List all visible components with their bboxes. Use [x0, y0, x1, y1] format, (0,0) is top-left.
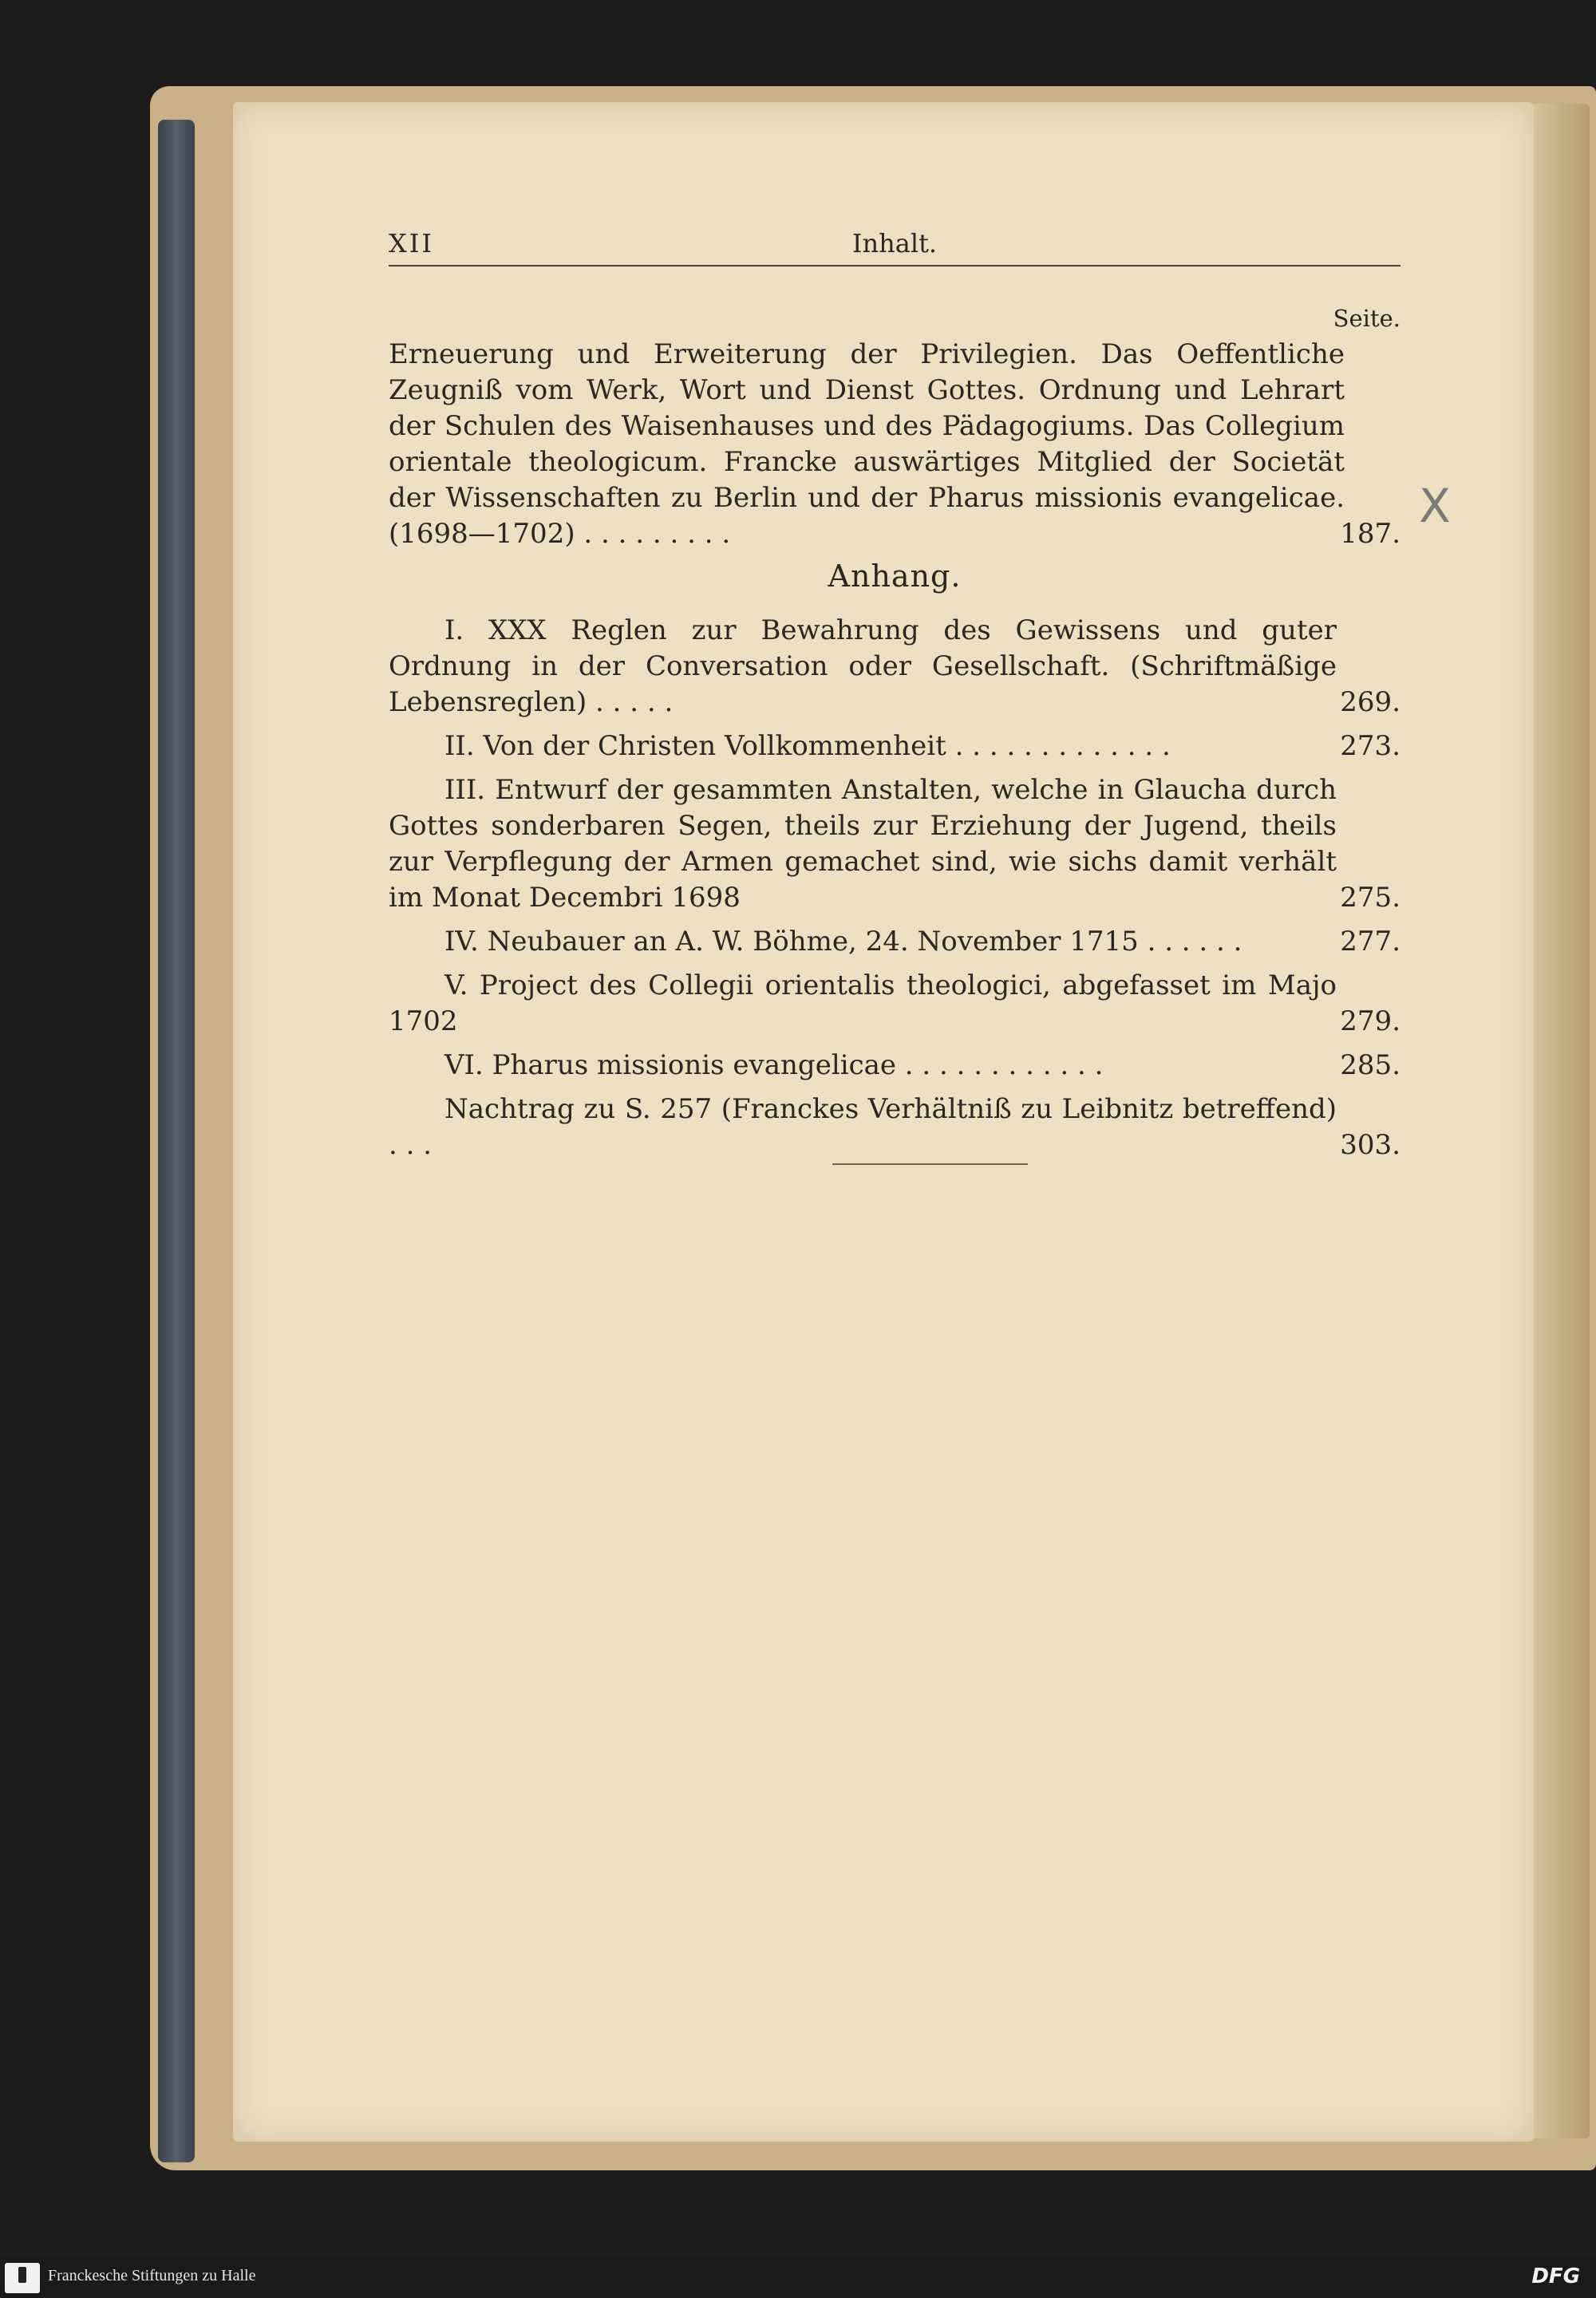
section-divider	[832, 1163, 1028, 1165]
toc-entry-page: 277.	[1340, 926, 1400, 958]
toc-entry-text: I. XXX Reglen zur Bewahrung des Gewissens und guter Ordnung in der Conversation oder Gesellschaft. (Schriftmäßige Lebensreglen) . . . . .	[389, 614, 1337, 718]
cover-spine-edge	[158, 120, 195, 2162]
page-column-label: Seite.	[1333, 305, 1400, 332]
toc-entry[interactable]	[389, 1092, 1400, 1163]
dfg-logo[interactable]: DFG	[1531, 2264, 1580, 2288]
institution-name[interactable]: Franckesche Stiftungen zu Halle	[48, 2267, 256, 2284]
running-header	[389, 225, 1400, 267]
toc-entry-page: 285.	[1340, 1049, 1400, 1081]
toc-entry[interactable]	[389, 728, 1400, 764]
toc-entry[interactable]	[389, 1048, 1400, 1084]
toc-entry[interactable]	[389, 613, 1400, 721]
toc-entry-text: VI. Pharus missionis evangelicae . . . . . . . . . . . .	[444, 1049, 1104, 1081]
appendix-entries	[389, 613, 1400, 1171]
intro-entry	[389, 337, 1400, 552]
appendix-heading: Anhang.	[828, 559, 962, 594]
intro-text: Erneuerung und Erweiterung der Privilegien. Das Oeffentliche Zeugniß vom Werk, Wort und Dienst Gottes. Ordnung und Lehrart der Schulen des Waisenhauses und des Pädagogiums. Das Collegium orientale theologicum. Francke auswärtiges Mitglied der Societät der Wissenschaften zu Berlin und der Pharus missionis evangelicae. (1698—1702) . . . . . . . . .	[389, 338, 1345, 550]
page-number: XII	[389, 228, 435, 259]
toc-entry[interactable]	[389, 968, 1400, 1040]
toc-entry[interactable]	[389, 772, 1400, 916]
toc-entry-page: 275.	[1340, 882, 1400, 914]
page-title: Inhalt.	[851, 228, 938, 259]
toc-entry-page: 303.	[1340, 1129, 1400, 1161]
intro-page-number: 187.	[1340, 518, 1400, 550]
toc-entry-page: 269.	[1340, 686, 1400, 718]
institution-logo-icon	[5, 2263, 40, 2293]
toc-entry-text: II. Von der Christen Vollkommenheit . . . . . . . . . . . . .	[444, 730, 1171, 762]
toc-entry[interactable]	[389, 924, 1400, 960]
toc-entry-text: V. Project des Collegii orientalis theologici, abgefasset im Majo 1702	[389, 969, 1337, 1037]
toc-entry-page: 273.	[1340, 730, 1400, 762]
pencil-cross-mark: X	[1419, 479, 1451, 533]
toc-entry-page: 279.	[1340, 1005, 1400, 1037]
viewer-footer	[0, 2258, 1596, 2298]
toc-entry-text: III. Entwurf der gesammten Anstalten, welche in Glaucha durch Gottes sonderbaren Segen, theils zur Erziehung der Jugend, theils zur Verpflegung der Armen gemachet sind, wie sichs damit verhält im Monat Decembri 1698	[389, 774, 1337, 914]
page-stack-edge	[1534, 104, 1590, 2138]
toc-entry-text: IV. Neubauer an A. W. Böhme, 24. November 1715 . . . . . .	[444, 926, 1242, 958]
toc-entry-text: Nachtrag zu S. 257 (Franckes Verhältniß zu Leibnitz betreffend) . . .	[389, 1093, 1337, 1161]
